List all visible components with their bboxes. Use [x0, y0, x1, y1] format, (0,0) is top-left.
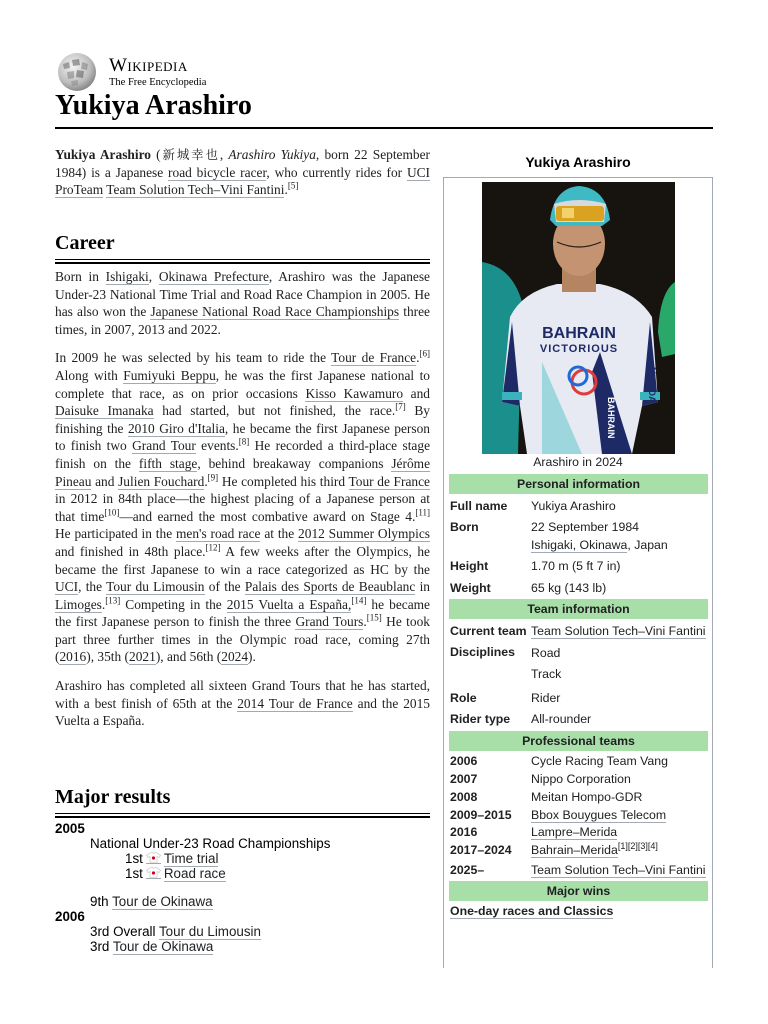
link-team-solution-tech-2025[interactable]: Team Solution Tech–Vini Fantini — [531, 863, 706, 877]
label-full-name: Full name — [450, 499, 508, 513]
band-team-information: Team information — [449, 599, 708, 619]
ref-12[interactable]: [12] — [205, 542, 221, 553]
pro-team-years: 2016 — [450, 825, 478, 839]
major-results-list — [55, 821, 435, 954]
career-paragraph-1: Born in Ishigaki, Okinawa Prefecture, Arashiro was the Japanese Under-23 National Time Trial and Road Race Champion in 2005. He has also won the Japanese National Road Race Championships three times, in 2007, 2013 and 2022. — [55, 269, 430, 337]
link-bbox-bouygues[interactable]: Bbox Bouygues Telecom — [531, 808, 667, 822]
svg-text:BAHRAIN: BAHRAIN — [606, 397, 616, 439]
label-born: Born — [450, 520, 479, 534]
link-lampre-merida[interactable]: Lampre–Merida — [531, 825, 618, 839]
value-full-name: Yukiya Arashiro — [531, 499, 616, 513]
value-role: Rider — [531, 691, 561, 705]
link-uci[interactable]: UCI — [55, 579, 79, 595]
ref-13[interactable]: [13] — [105, 595, 121, 606]
link-daisuke-imanaka[interactable]: Daisuke Imanaka — [55, 403, 154, 419]
photo-caption: Arashiro in 2024 — [533, 455, 623, 469]
wikipedia-globe-icon — [55, 52, 99, 92]
pro-team-years: 2017–2024 — [450, 843, 512, 857]
label-disciplines: Disciplines — [450, 645, 515, 659]
band-professional-teams: Professional teams — [449, 731, 708, 751]
link-bahrain-merida[interactable]: Bahrain–Merida — [531, 843, 618, 857]
link-time-trial[interactable]: Time trial — [163, 851, 219, 866]
link-team-solution-tech[interactable]: Team Solution Tech–Vini Fantini — [106, 182, 285, 198]
ref-9[interactable]: [9] — [207, 472, 219, 483]
ref-6[interactable]: [6] — [419, 348, 430, 359]
svg-text:MERIDA: MERIDA — [647, 367, 657, 403]
lead-paragraph: Yukiya Arashiro (新城幸也, Arashiro Yukiya, born 22 September 1984) is a Japanese road bicycle racer, who currently rides for UCI ProTeam Team Solution Tech–Vini Fantini.[5] — [55, 147, 431, 198]
career-section — [55, 268, 430, 730]
results-item: 3rd Tour de Okinawa — [90, 939, 214, 954]
career-paragraph-2: In 2009 he was selected by his team to ride the Tour de France.[6] Along with Fumiyuki Beppu, he was the first Japanese national to complete that race, as on prior occasions Kisso Kawamuro and Daisuke Imanaka had started, but not finished, the race.[7] By finishing the 2010 Giro d'Italia, he became the first Japanese person to finish two Grand Tour events.[8] He recorded a third-place stage finish on the fifth stage, behind breakaway companions Jérôme Pineau and Julien Fouchard.[9] He completed his third Tour de France in 2012 in 84th place—the highest placing of a Japanese person at that time[10]—and earned the most combative award on Stage 4.[11] He participated in the men's road race at the 2012 Summer Olympics and finished in 48th place.[12] A few weeks after the Olympics, he became the first Japanese to win a race categorized as HC by the UCI, the Tour du Limousin of the Palais des Sports de Beaublanc in Limoges.[13] Competing in the 2015 Vuelta a España,[14] he became the first Japanese person to finish the three Grand Tours.[15] He took part three further times in the Olympic road race, coming 27th (2016), 35th (2021), and 56th (2024). — [55, 348, 431, 665]
ref-5[interactable]: [5] — [287, 180, 299, 191]
link-japanese-national-championships[interactable]: Japanese National Road Race Championships — [150, 304, 400, 320]
value-born-place: Ishigaki, Okinawa, Japan — [531, 538, 668, 552]
label-rider-type: Rider type — [450, 712, 511, 726]
ref-8[interactable]: [8] — [238, 436, 250, 447]
section-heading-major-results: Major results — [55, 786, 430, 814]
link-road-race[interactable]: Road race — [163, 866, 226, 881]
subject-name: Yukiya Arashiro — [55, 147, 151, 162]
label-weight: Weight — [450, 581, 491, 595]
results-spacer — [55, 881, 435, 894]
link-olympics-2024[interactable]: 2024 — [221, 649, 249, 665]
link-kisso-kawamuro[interactable]: Kisso Kawamuro — [305, 385, 404, 401]
kanji-name: 新城幸也 — [160, 147, 220, 162]
link-one-day-races[interactable]: One-day races and Classics — [450, 904, 614, 918]
link-okinawa-prefecture[interactable]: Okinawa Prefecture — [158, 269, 269, 284]
results-year: 2006 — [55, 909, 85, 924]
refs-1-4[interactable]: [1][2][3][4] — [617, 840, 658, 851]
band-major-wins: Major wins — [449, 881, 708, 901]
pro-team-years: 2025– — [450, 863, 485, 877]
japan-champion-jersey-icon[interactable] — [146, 852, 161, 864]
link-tour-de-france-2[interactable]: Tour de France — [348, 473, 430, 489]
link-2012-summer-olympics[interactable]: 2012 Summer Olympics — [298, 526, 430, 542]
svg-text:BAHRAIN: BAHRAIN — [542, 325, 616, 342]
pro-team-years: 2006 — [450, 754, 478, 768]
link-uci-proteam[interactable]: UCI ProTeam — [55, 164, 431, 198]
link-fifth-stage[interactable]: fifth stage — [138, 455, 198, 471]
romaji-name: Arashiro Yukiya — [228, 147, 316, 162]
section-heading-career: Career — [55, 232, 430, 260]
wikipedia-tagline: The Free Encyclopedia — [109, 76, 207, 88]
rider-photo[interactable] — [482, 182, 675, 454]
pro-team-name — [531, 825, 617, 839]
pro-team-years: 2007 — [450, 772, 478, 786]
label-current-team: Current team — [450, 624, 527, 638]
wins-subheading — [450, 904, 613, 918]
label-role: Role — [450, 691, 477, 705]
results-item: 1st Road race — [125, 866, 226, 881]
value-born-date: 22 September 1984 — [531, 520, 640, 534]
link-olympics-2016[interactable]: 2016 — [59, 649, 87, 665]
link-2014-tour-de-france[interactable]: 2014 Tour de France — [237, 695, 353, 711]
band-personal-information: Personal information — [449, 474, 708, 494]
value-rider-type: All-rounder — [531, 712, 592, 726]
link-2010-giro[interactable]: 2010 Giro d'Italia — [127, 420, 225, 436]
link-mens-road-race[interactable]: men's road race — [176, 526, 261, 542]
pro-team-name: Meitan Hompo-GDR — [531, 790, 643, 804]
link-palais-des-sports[interactable]: Palais des Sports de Beaublanc — [244, 579, 416, 595]
value-discipline-road: Road — [531, 646, 561, 660]
link-grand-tours[interactable]: Grand Tours — [295, 614, 364, 630]
pro-team-name — [531, 863, 706, 877]
infobox — [443, 177, 713, 968]
results-item: 3rd Overall Tour du Limousin — [90, 924, 261, 939]
value-height: 1.70 m (5 ft 7 in) — [531, 559, 621, 573]
results-heading: National Under-23 Road Championships — [90, 836, 331, 851]
link-fumiyuki-beppu[interactable]: Fumiyuki Beppu — [123, 367, 216, 383]
link-tour-de-okinawa[interactable]: Tour de Okinawa — [112, 894, 213, 909]
infobox-title: Yukiya Arashiro — [525, 154, 631, 170]
title-divider — [55, 127, 713, 129]
ref-14[interactable]: [14] — [351, 595, 367, 606]
wikipedia-wordmark: Wikipedia — [109, 54, 188, 76]
results-item: 9th Tour de Okinawa — [90, 894, 213, 909]
link-tour-du-limousin[interactable]: Tour du Limousin — [106, 579, 205, 595]
link-tour-de-france[interactable]: Tour de France — [331, 350, 417, 366]
link-grand-tour[interactable]: Grand Tour — [132, 438, 196, 454]
ref-10[interactable]: [10] — [104, 507, 120, 518]
pro-team-name — [531, 808, 666, 822]
pro-team-name: Cycle Racing Team Vang — [531, 754, 668, 768]
link-tour-de-okinawa-2006[interactable]: Tour de Okinawa — [112, 939, 214, 954]
label-height: Height — [450, 559, 489, 573]
link-road-bicycle-racer[interactable]: road bicycle racer — [168, 164, 267, 180]
link-julien-fouchard[interactable]: Julien Fouchard — [118, 473, 205, 489]
link-olympics-2021[interactable]: 2021 — [129, 649, 156, 665]
value-weight: 65 kg (143 lb) — [531, 581, 607, 595]
results-year: 2005 — [55, 821, 85, 836]
pro-team-name: Nippo Corporation — [531, 772, 631, 786]
ref-11[interactable]: [11] — [415, 507, 430, 518]
value-discipline-track: Track — [531, 667, 562, 681]
japan-champion-jersey-icon[interactable] — [146, 867, 161, 879]
link-current-team[interactable]: Team Solution Tech–Vini Fantini — [531, 624, 706, 638]
career-paragraph-3: Arashiro has completed all sixteen Grand Tours that he has started, with a best finish of 65th at the 2014 Tour de France and the 2015 Vuelta a España. — [55, 678, 430, 729]
results-item: 1st Time trial — [125, 851, 219, 866]
ref-15[interactable]: [15] — [366, 612, 382, 623]
link-jerome-pineau[interactable]: Jérôme Pineau — [55, 455, 431, 489]
pro-team-name — [531, 840, 658, 857]
page-title: Yukiya Arashiro — [55, 90, 252, 121]
svg-text:VICTORIOUS: VICTORIOUS — [539, 343, 619, 355]
link-2015-vuelta[interactable]: 2015 Vuelta a España, — [226, 596, 352, 612]
link-ishigaki-okinawa[interactable]: Ishigaki, Okinawa — [531, 538, 628, 552]
ref-7[interactable]: [7] — [395, 401, 406, 412]
link-limoges[interactable]: Limoges — [55, 596, 102, 612]
wikipedia-logo[interactable] — [55, 52, 206, 92]
pro-team-years: 2008 — [450, 790, 478, 804]
link-ishigaki[interactable]: Ishigaki — [105, 269, 149, 284]
link-tour-du-limousin-result[interactable]: Tour du Limousin — [158, 924, 261, 939]
rider-photo-image — [482, 182, 675, 454]
value-current-team — [531, 624, 706, 638]
pro-team-years: 2009–2015 — [450, 808, 512, 822]
